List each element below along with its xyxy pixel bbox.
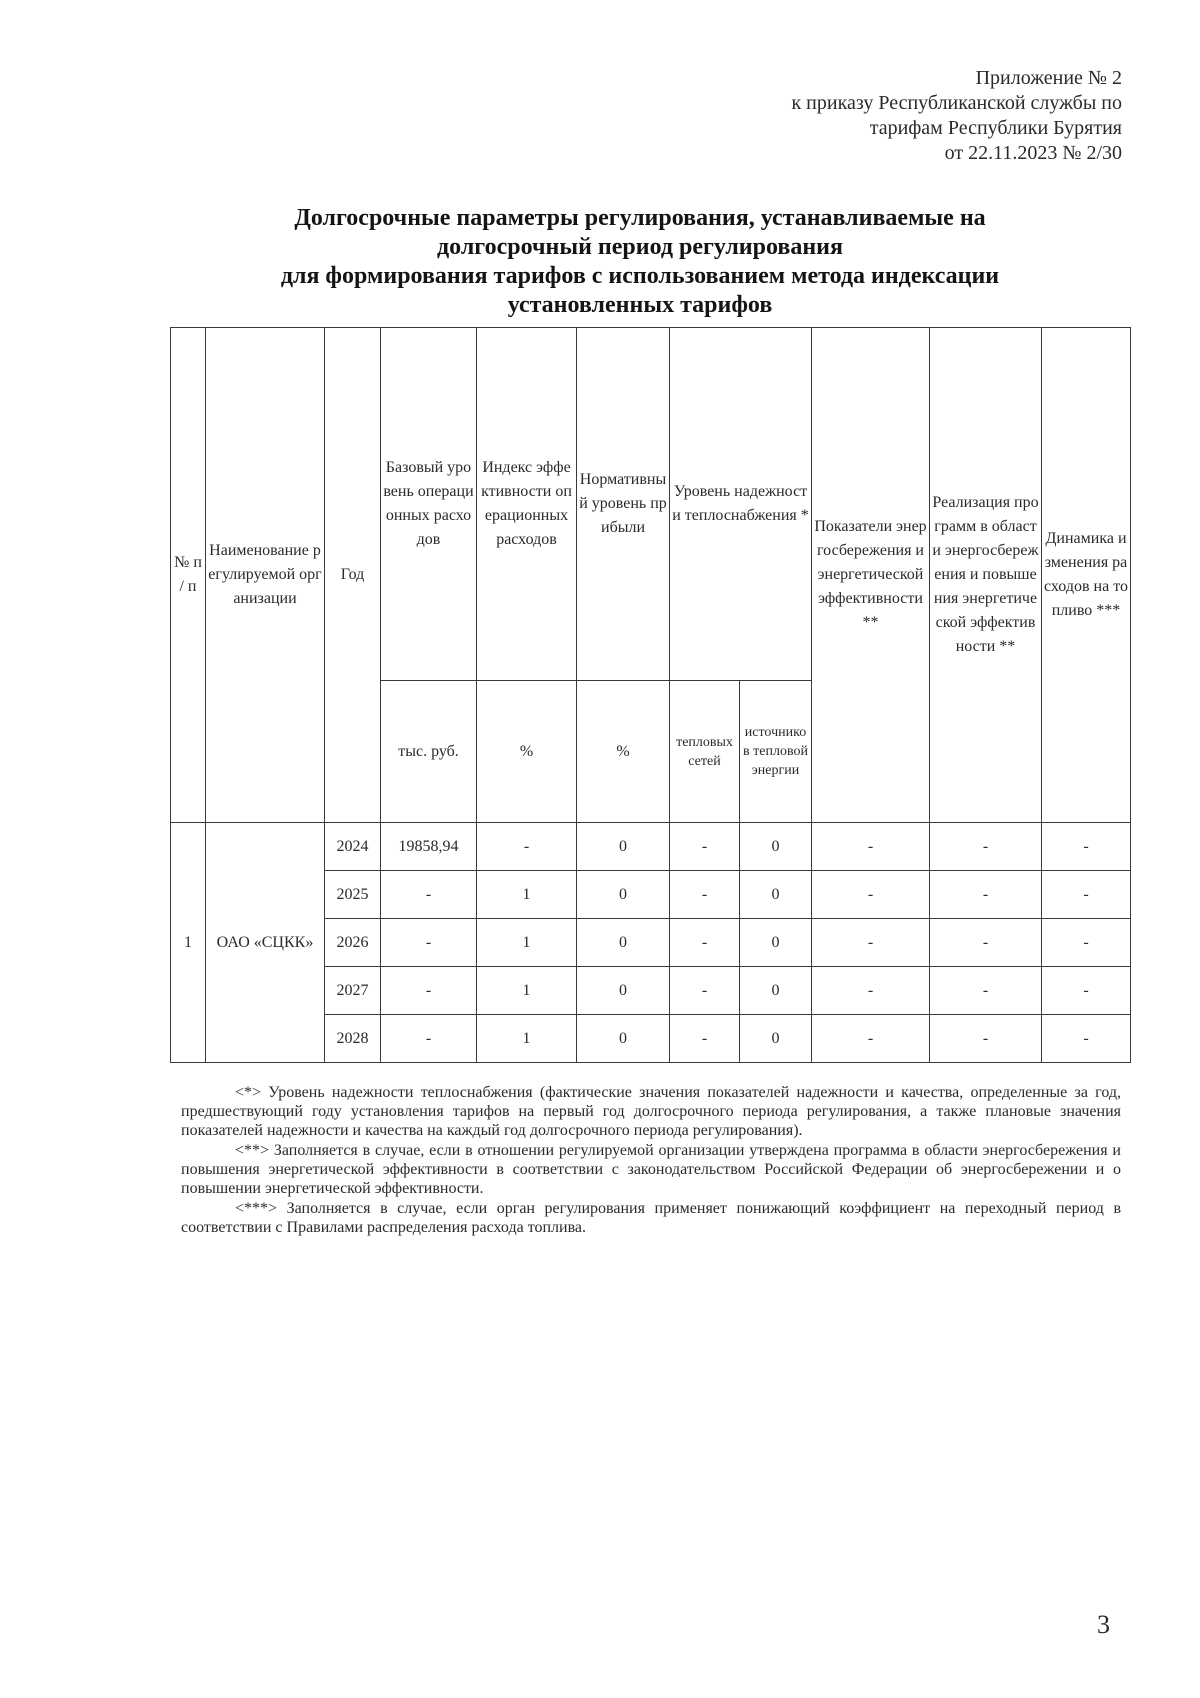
cell-heat-networks: - <box>670 919 740 967</box>
cell-efficiency-index: 1 <box>477 871 577 919</box>
cell-fuel-dynamics: - <box>1042 919 1131 967</box>
cell-energy-program: - <box>930 967 1042 1015</box>
header-row <box>171 328 1131 681</box>
cell-profit-level: 0 <box>577 919 670 967</box>
header-base-opex: Базовый уровень операционных расходов <box>381 328 477 681</box>
header-year: Год <box>325 328 381 823</box>
header-organization: Наименование регулируемой организации <box>206 328 325 823</box>
table-row <box>171 823 1131 871</box>
header-profit-level: Нормативный уровень прибыли <box>577 328 670 681</box>
cell-energy-indicators: - <box>812 919 930 967</box>
cell-heat-networks: - <box>670 1015 740 1063</box>
cell-year: 2025 <box>325 871 381 919</box>
title-line: долгосрочный период регулирования <box>437 234 843 260</box>
appendix-line: к приказу Республиканской службы по <box>791 92 1122 114</box>
unit-heat-sources: источников тепловой энергии <box>740 681 812 823</box>
cell-profit-level: 0 <box>577 967 670 1015</box>
cell-energy-program: - <box>930 1015 1042 1063</box>
header-fuel-dynamics: Динамика изменения расходов на топливо *** <box>1042 328 1131 823</box>
footnote: <*> Уровень надежности теплоснабжения (фактические значения показателей надежности и качества, определенные за год, предшествующий году установления тарифов на первый год долгосрочного периода регулирования, а также плановые значения показателей надежности и качества на каждый год долгосрочного периода регулирования). <box>181 1084 1121 1139</box>
appendix-line: от 22.11.2023 № 2/30 <box>944 142 1122 164</box>
cell-heat-networks: - <box>670 823 740 871</box>
header-energy-indicators: Показатели энергосбережения и энергетической эффективности ** <box>812 328 930 823</box>
cell-heat-networks: - <box>670 871 740 919</box>
cell-heat-sources: 0 <box>740 967 812 1015</box>
cell-heat-sources: 0 <box>740 823 812 871</box>
appendix-line: тарифам Республики Бурятия <box>869 117 1122 139</box>
footnotes <box>181 1083 1121 1238</box>
title-line: установленных тарифов <box>507 292 773 318</box>
cell-efficiency-index: 1 <box>477 967 577 1015</box>
cell-base-opex: 19858,94 <box>381 823 477 871</box>
cell-base-opex: - <box>381 871 477 919</box>
cell-year: 2024 <box>325 823 381 871</box>
cell-heat-sources: 0 <box>740 871 812 919</box>
org-name: ОАО «СЦКК» <box>206 823 325 1063</box>
appendix-line: Приложение № 2 <box>975 67 1122 89</box>
header-energy-program: Реализация программ в области энергосбережения и повышения энергетической эффективности ** <box>930 328 1042 823</box>
title-line: для формирования тарифов с использованием метода индексации <box>280 263 1000 289</box>
cell-fuel-dynamics: - <box>1042 871 1131 919</box>
title-line: Долгосрочные параметры регулирования, устанавливаемые на <box>294 205 986 231</box>
parameters-table <box>170 327 1131 1063</box>
cell-heat-sources: 0 <box>740 919 812 967</box>
footnote: <**> Заполняется в случае, если в отношении регулируемой организации утверждена программа в области энергосбережения и повышения энергетической эффективности в соответствии с законодательством Российской Федерации об энергосбережении и о повышении энергетической эффективности. <box>181 1142 1121 1197</box>
unit-profit-level: % <box>577 681 670 823</box>
cell-base-opex: - <box>381 967 477 1015</box>
appendix-header <box>791 66 1122 166</box>
header-efficiency-index: Индекс эффективности операционных расходов <box>477 328 577 681</box>
cell-fuel-dynamics: - <box>1042 1015 1131 1063</box>
cell-efficiency-index: - <box>477 823 577 871</box>
page-number: 3 <box>1097 1610 1110 1639</box>
cell-energy-indicators: - <box>812 967 930 1015</box>
unit-efficiency-index: % <box>477 681 577 823</box>
cell-energy-program: - <box>930 919 1042 967</box>
document-title <box>190 204 1090 320</box>
org-number: 1 <box>171 823 206 1063</box>
cell-profit-level: 0 <box>577 871 670 919</box>
header-number: № п / п <box>171 328 206 823</box>
cell-year: 2027 <box>325 967 381 1015</box>
cell-profit-level: 0 <box>577 823 670 871</box>
header-reliability: Уровень надежности теплоснабжения * <box>670 328 812 681</box>
cell-profit-level: 0 <box>577 1015 670 1063</box>
cell-heat-networks: - <box>670 967 740 1015</box>
cell-fuel-dynamics: - <box>1042 967 1131 1015</box>
cell-fuel-dynamics: - <box>1042 823 1131 871</box>
cell-energy-program: - <box>930 823 1042 871</box>
cell-energy-indicators: - <box>812 871 930 919</box>
cell-year: 2026 <box>325 919 381 967</box>
cell-heat-sources: 0 <box>740 1015 812 1063</box>
cell-base-opex: - <box>381 1015 477 1063</box>
unit-base-opex: тыс. руб. <box>381 681 477 823</box>
cell-base-opex: - <box>381 919 477 967</box>
unit-heat-networks: тепловых сетей <box>670 681 740 823</box>
cell-energy-indicators: - <box>812 1015 930 1063</box>
cell-energy-program: - <box>930 871 1042 919</box>
cell-efficiency-index: 1 <box>477 1015 577 1063</box>
cell-energy-indicators: - <box>812 823 930 871</box>
cell-efficiency-index: 1 <box>477 919 577 967</box>
footnote: <***> Заполняется в случае, если орган регулирования применяет понижающий коэффициент на переходный период в соответствии с Правилами распределения расхода топлива. <box>181 1200 1121 1236</box>
cell-year: 2028 <box>325 1015 381 1063</box>
